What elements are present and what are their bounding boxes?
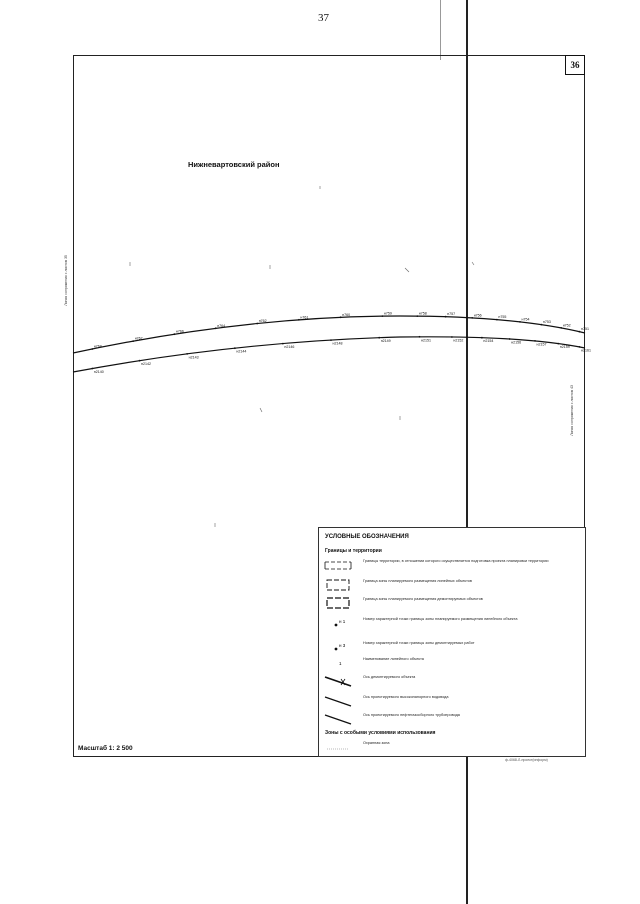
- legend-item-protect-zone: [323, 740, 581, 754]
- char-point-label: н 1: [339, 619, 346, 624]
- lower-point-label-6: н2148: [332, 341, 343, 346]
- lower-point-label-10: н2154: [483, 339, 494, 344]
- upper-point-label-9: н758: [418, 311, 427, 316]
- lower-point-label-11: н2156: [511, 340, 522, 345]
- side-label-left: Линия сопряжения с листом 35: [64, 255, 68, 306]
- page-number: 37: [318, 12, 329, 24]
- legend-text-linear-zone: Граница зоны планируемого размещения линейных объектов: [363, 579, 472, 583]
- lower-point-label-1: н2140: [93, 370, 104, 374]
- lower-point-label-8: н2151: [421, 338, 431, 343]
- upper-point-label-8: н759: [383, 311, 392, 316]
- legend-item-territory: [323, 558, 581, 572]
- lower-point-label-12: н2157: [536, 342, 547, 347]
- demount-point-symbol: [323, 640, 353, 654]
- char-point-symbol: [323, 616, 353, 630]
- legend-item-demount-zone: [323, 596, 581, 610]
- legend-item-linear-zone: [323, 578, 581, 592]
- lower-point-label-9: н2152: [453, 338, 464, 343]
- demount-point-label: н 3: [339, 643, 346, 648]
- territory-border-symbol: [323, 558, 353, 572]
- lower-point-label-7: н2149: [380, 339, 391, 344]
- legend-panel: [318, 527, 586, 757]
- legend-section-borders: Границы и территории: [325, 548, 382, 554]
- lower-point-label-14: н2161: [581, 348, 591, 353]
- lower-point-label-5: н2146: [284, 345, 295, 350]
- demount-zone-symbol: [323, 596, 353, 610]
- legend-item-char-point: [323, 616, 581, 630]
- legend-text-char-point: Номер характерной точки границы зоны планируемого размещения линейного объекта: [363, 617, 518, 621]
- lower-point-label-2: н2142: [141, 362, 151, 367]
- lower-point-label-4: н2144: [236, 349, 247, 354]
- upper-point-label-15: н752: [562, 323, 571, 328]
- legend-text-hv-line: Ось проектируемого высоконапорного водовода: [363, 695, 449, 699]
- upper-point-label-7: н760: [342, 312, 351, 317]
- legend-item-pipeline: [323, 712, 581, 726]
- lower-point-label-13: н2159: [559, 345, 570, 350]
- upper-point-label-11: н756: [473, 313, 482, 318]
- upper-point-label-3: н766: [175, 329, 184, 334]
- legend-text-demount-point: Номер характерной точки границы зоны демонтируемых работ: [363, 641, 475, 645]
- upper-point-label-2: н767: [134, 336, 143, 341]
- legend-text-demount-zone: Граница зоны планируемого размещения демонтируемых объектов: [363, 597, 483, 601]
- legend-item-demount-point: [323, 640, 581, 654]
- legend-text-demount-axis: Ось демонтируемого объекта: [363, 675, 416, 679]
- lower-point-label-3: н2143: [188, 355, 199, 360]
- object-name-label: 1: [339, 661, 342, 666]
- lower-boundary-line: [73, 337, 585, 372]
- linear-zone-symbol: [323, 578, 353, 592]
- sheet-number-box: 36: [565, 55, 585, 75]
- legend-item-object-name: [323, 656, 581, 670]
- upper-point-label-12: н755: [498, 315, 507, 320]
- upper-point-label-1: н769: [93, 344, 102, 349]
- protect-zone-symbol: [323, 740, 353, 754]
- upper-point-label-5: н762: [258, 319, 267, 323]
- side-label-right: Линия сопряжения с листом 43: [570, 385, 574, 436]
- upper-point-label-13: н754: [521, 317, 530, 322]
- legend-text-pipeline: Ось проектируемого нефтегазосборного трубопровода: [363, 713, 460, 717]
- legend-title: УСЛОВНЫЕ ОБОЗНАЧЕНИЯ: [325, 534, 409, 540]
- upper-boundary-line: [73, 316, 585, 353]
- map-marks: [130, 186, 474, 527]
- legend-text-object-name: Наименование линейного объекта: [363, 657, 424, 661]
- legend-section-zones: Зоны с особыми условиями использования: [325, 730, 436, 736]
- district-label: Нижневартовский район: [188, 160, 280, 169]
- demount-axis-symbol: [323, 674, 353, 688]
- upper-point-label-16: н751: [581, 327, 589, 332]
- pipeline-symbol: [323, 712, 353, 726]
- legend-text-protect-zone: Охранная зона: [363, 741, 390, 745]
- object-name-symbol: [323, 656, 353, 670]
- upper-point-label-14: н753: [542, 320, 551, 325]
- footer-text: ф-4068-Л-проект(информ): [505, 758, 548, 762]
- upper-point-label-10: н757: [447, 312, 456, 317]
- upper-point-label-4: н764: [217, 323, 226, 328]
- hv-line-symbol: [323, 694, 353, 708]
- legend-text-territory: Границы территории, в отношении которого осуществляется подготовка проекта планировки территории: [363, 559, 549, 563]
- upper-point-label-6: н761: [300, 315, 309, 320]
- legend-item-hv-line: [323, 694, 581, 708]
- legend-item-demount-axis: [323, 674, 581, 688]
- scale-label: Масштаб 1: 2 500: [78, 745, 133, 752]
